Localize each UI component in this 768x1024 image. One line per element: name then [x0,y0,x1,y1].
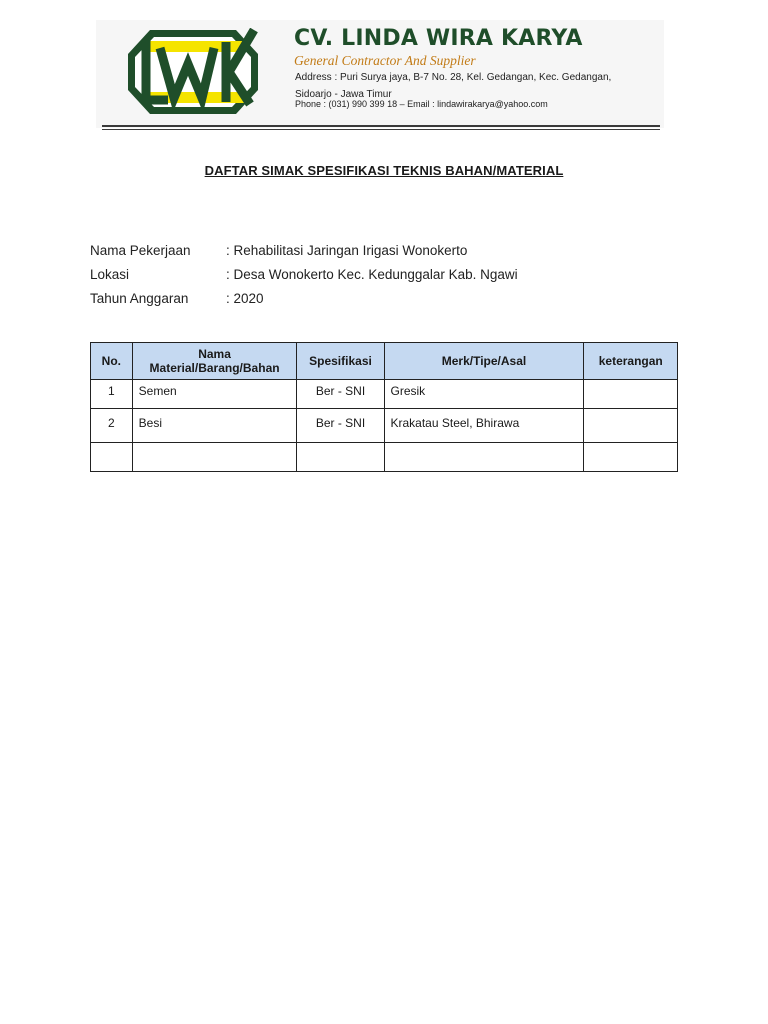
cell-spesifikasi: Ber - SNI [297,380,384,409]
header-keterangan: keterangan [584,343,678,380]
company-tagline: General Contractor And Supplier [294,53,476,68]
cell-keterangan [584,409,678,443]
cell-keterangan [584,443,678,472]
info-label: Tahun Anggaran [90,291,189,306]
header-no: No. [91,343,133,380]
cell-merk: Gresik [384,380,584,409]
company-phone: Phone : (031) 990 399 18 – Email : lindawirakarya@yahoo.com [295,99,548,109]
cell-spesifikasi: Ber - SNI [297,409,384,443]
cell-spesifikasi [297,443,384,472]
cell-no: 2 [91,409,133,443]
info-value: : 2020 [226,291,264,306]
letterhead [96,20,664,128]
company-address: Address : Puri Surya jaya, B-7 No. 28, Kel. Gedangan, Kec. Gedangan, Sidoarjo - Jawa Timur [295,72,612,100]
company-name: CV. LINDA WIRA KARYA [294,26,583,51]
info-label: Nama Pekerjaan [90,243,191,258]
cell-no: 1 [91,380,133,409]
header-merk: Merk/Tipe/Asal [384,343,584,380]
header-spesifikasi: Spesifikasi [297,343,384,380]
cell-nama: Besi [132,409,297,443]
table-row [91,380,678,409]
table-row [91,409,678,443]
cell-nama [132,443,297,472]
header-nama-material: Nama Material/Barang/Bahan [132,343,297,380]
cell-no [91,443,133,472]
info-label: Lokasi [90,267,130,282]
info-value: : Desa Wonokerto Kec. Kedunggalar Kab. Ngawi [226,267,518,282]
spec-table [90,342,678,472]
cell-merk [384,443,584,472]
letterhead-divider-thin [102,129,660,130]
table-row [91,443,678,472]
letterhead-divider [102,125,660,127]
cell-merk: Krakatau Steel, Bhirawa [384,409,584,443]
document-title: DAFTAR SIMAK SPESIFIKASI TEKNIS BAHAN/MATERIAL [204,163,564,178]
cell-nama: Semen [132,380,297,409]
info-value: : Rehabilitasi Jaringan Irigasi Wonokerto [226,243,468,258]
cell-keterangan [584,380,678,409]
company-logo [126,28,260,116]
table-header-row [91,343,678,380]
